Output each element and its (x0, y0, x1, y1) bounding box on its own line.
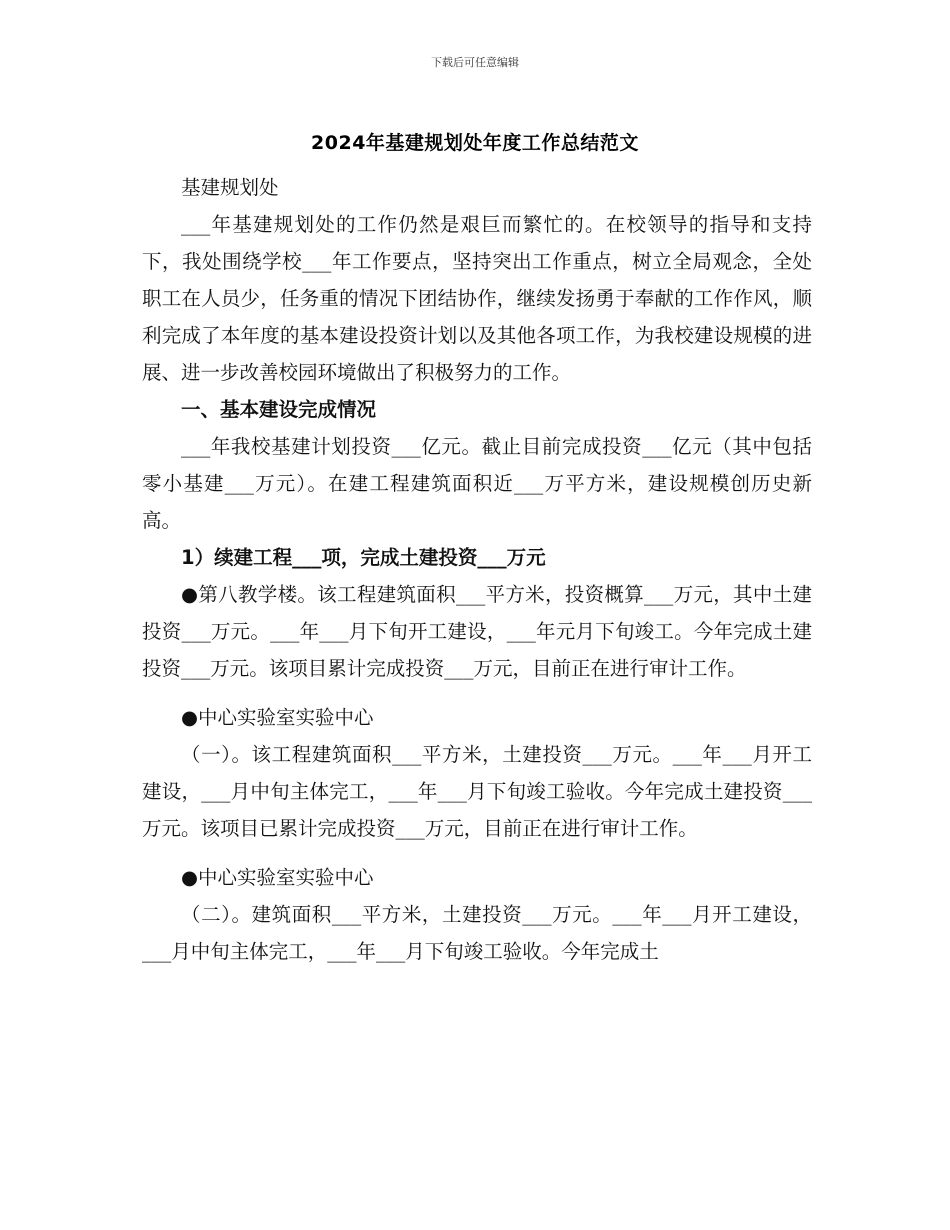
paragraph-lab-center-2: （二）。建筑面积___平方米，土建投资___万元。___年___月开工建设，___月中旬主体完工，___年___月下旬竣工验收。今年完成土 (142, 903, 812, 963)
paragraph-lab-center-2-title: ●中心实验室实验中心 (181, 866, 374, 889)
page-header-note: 下载后可任意编辑 (431, 56, 519, 69)
paragraph-investment: ___年我校基建计划投资___亿元。截止目前完成投资___亿元（其中包括零小基建___万元）。在建工程建筑面积近___万平方米，建设规模创历史新高。 (142, 435, 812, 532)
document-title: 2024年基建规划处年度工作总结范文 (311, 132, 639, 154)
section-heading-1: 一、基本建设完成情况 (181, 398, 377, 421)
document-body (142, 169, 812, 970)
paragraph-intro: ___年基建规划处的工作仍然是艰巨而繁忙的。在校领导的指导和支持下，我处围绕学校___年工作要点，坚持突出工作重点，树立全局观念，全处职工在人员少，任务重的情况下团结协作，继续发扬勇于奉献的工作作风，顺利完成了本年度的基本建设投资计划以及其他各项工作，为我校建设规模的进展、进一步改善校园环境做出了积极努力的工作。 (142, 213, 812, 384)
paragraph-department: 基建规划处 (181, 176, 279, 199)
paragraph-building-8: ●第八教学楼。该工程建筑面积___平方米，投资概算___万元，其中土建投资___万元。___年___月下旬开工建设，___年元月下旬竣工。今年完成土建投资___万元。该项目累计完成投资___万元，目前正在进行审计工作。 (142, 583, 812, 680)
subsection-heading-1: 1）续建工程___项，完成土建投资___万元 (181, 546, 546, 569)
paragraph-lab-center-1: （一）。该工程建筑面积___平方米，土建投资___万元。___年___月开工建设，___月中旬主体完工，___年___月下旬竣工验收。今年完成土建投资___万元。该项目已累计完成投资___万元，目前正在进行审计工作。 (142, 743, 812, 840)
paragraph-lab-center-1-title: ●中心实验室实验中心 (181, 706, 374, 729)
